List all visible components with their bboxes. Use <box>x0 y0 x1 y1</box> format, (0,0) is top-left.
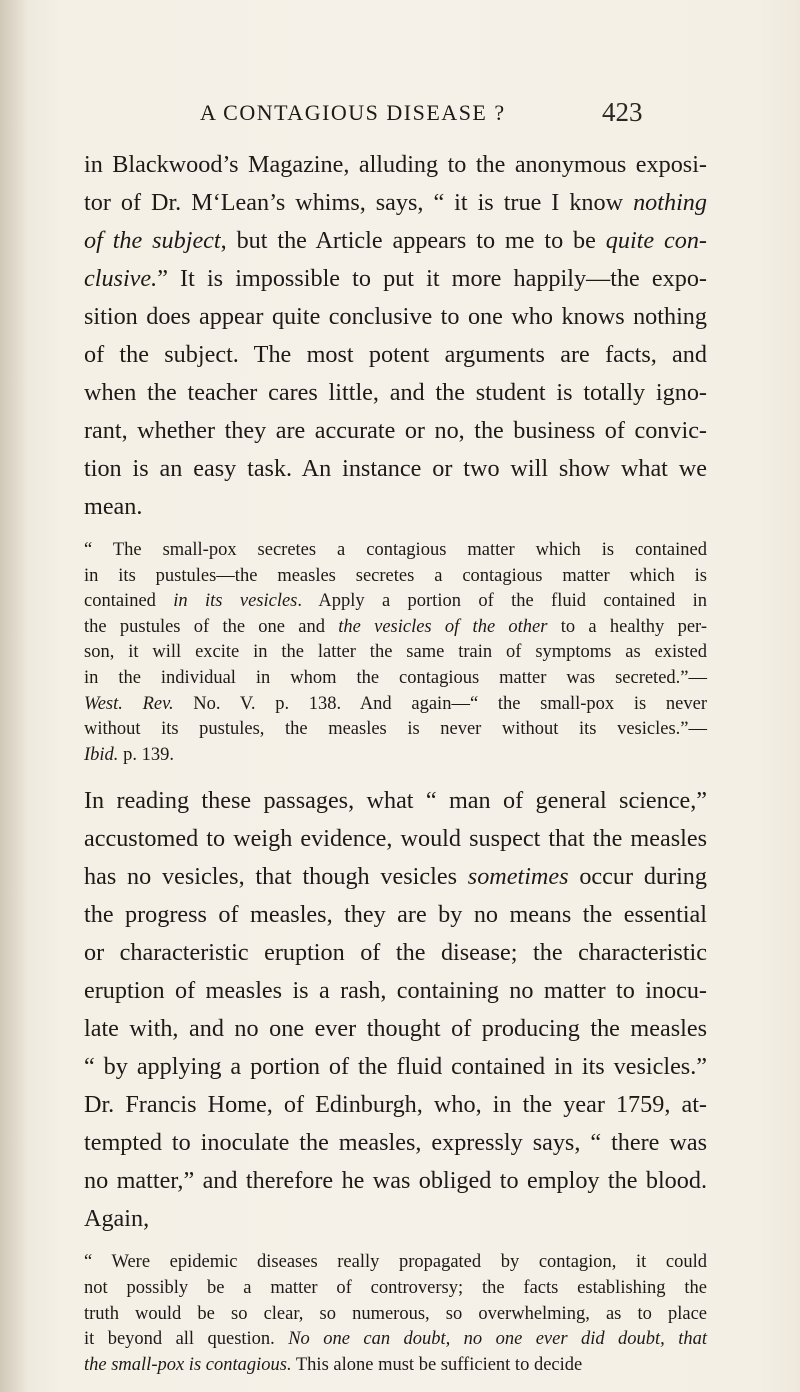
text-run: . Apply a portion of the fluid contained in <box>297 591 707 612</box>
text-line <box>84 589 707 615</box>
text-line <box>84 374 707 412</box>
text-line <box>84 820 707 858</box>
text-line <box>84 1353 707 1379</box>
text-run: truth would be so clear, so numerous, so overwhelming, as to place <box>84 1303 707 1324</box>
running-head: A CONTAGIOUS DISEASE ? <box>200 100 506 125</box>
text-line <box>84 146 707 184</box>
text-line <box>84 972 707 1010</box>
text-run: eruption of measles is a rash, containing no matter to inocu- <box>84 977 707 1005</box>
text-line <box>84 717 707 743</box>
text-run: in the individual in whom the contagious matter was secreted.”— <box>84 667 707 688</box>
text-line <box>84 412 707 450</box>
text-run: has no vesicles, that though vesicles <box>84 863 468 891</box>
text-run: No. V. p. 138. And again—“ the small-pox is never <box>173 693 707 714</box>
text-run: rant, whether they are accurate or no, the business of convic- <box>84 417 707 444</box>
text-run: “ The small-pox secretes a contagious matter which is contained <box>84 540 707 560</box>
text-run: occur during <box>568 863 707 891</box>
text-line <box>84 298 707 336</box>
text-run: “ by applying a portion of the fluid contained in its vesicles.” <box>84 1053 707 1081</box>
text-line <box>84 743 707 769</box>
text-run: In reading these passages, what “ man of general science,” <box>84 787 707 815</box>
text-line <box>84 1276 707 1302</box>
text-line <box>84 1302 707 1328</box>
text-run: mean. <box>84 493 143 520</box>
text-line <box>84 934 707 972</box>
text-run: tor of Dr. M‘Lean’s whims, says, “ it is true I know <box>84 189 634 216</box>
text-run: in its pustules—the measles secretes a contagious matter which is <box>84 565 707 586</box>
text-line <box>84 564 707 590</box>
text-run: the progress of measles, they are by no means the essential <box>84 901 707 929</box>
text-line <box>84 782 707 820</box>
italic-text: clusive. <box>84 265 158 292</box>
text-run: the pustules of the one and <box>84 616 339 637</box>
text-run: Dr. Francis Home, of Edinburgh, who, in the year 1759, at- <box>84 1091 707 1119</box>
text-run: son, it will excite in the latter the same train of symptoms as existed <box>84 642 707 663</box>
text-line <box>84 1086 707 1124</box>
text-run: tion is an easy task. An instance or two will show what we <box>84 455 707 482</box>
text-line <box>84 260 707 298</box>
text-run: it beyond all question. <box>84 1329 289 1350</box>
quotation-epidemic-diseases <box>84 1250 707 1378</box>
text-run: Again, <box>84 1205 150 1233</box>
page-number: 423 <box>602 97 643 127</box>
paragraph-2 <box>84 782 707 1238</box>
text-line <box>84 488 707 526</box>
quotation-westminster-review <box>84 538 707 768</box>
text-run: contained <box>84 591 174 612</box>
text-run: when the teacher cares little, and the student is totally igno- <box>84 379 707 406</box>
text-run: “ Were epidemic diseases really propagated by contagion, it could <box>84 1252 707 1273</box>
italic-text: West. Rev. <box>84 693 174 714</box>
text-run: ” It is impossible to put it more happily—the expo- <box>157 265 707 292</box>
text-line <box>84 1048 707 1086</box>
italic-text: No one can doubt, no one ever did doubt, that <box>288 1329 707 1350</box>
text-run: This alone must be sufficient to decide <box>291 1354 583 1375</box>
text-line <box>84 615 707 641</box>
italic-text: Ibid. <box>84 744 119 765</box>
text-line <box>84 692 707 718</box>
text-run: late with, and no one ever thought of producing the measles <box>84 1015 707 1043</box>
text-run: to a healthy per- <box>547 616 707 637</box>
text-line <box>84 222 707 260</box>
text-run: sition does appear quite conclusive to one who knows nothing <box>84 303 707 330</box>
italic-text: in its vesicles <box>173 591 298 612</box>
text-run: tempted to inoculate the measles, expressly says, “ there was <box>84 1129 707 1157</box>
text-line <box>84 640 707 666</box>
text-line <box>84 538 707 564</box>
italic-text: the small-pox is contagious. <box>84 1354 292 1375</box>
italic-text: nothing <box>633 189 707 216</box>
text-line <box>84 450 707 488</box>
text-line <box>84 1162 707 1200</box>
text-run: or characteristic eruption of the disease; the characteristic <box>84 939 707 967</box>
italic-text: sometimes <box>467 863 569 891</box>
italic-text: the vesicles of the other <box>338 616 548 637</box>
binding-shadow <box>0 0 28 1392</box>
text-run: of the subject. The most potent arguments are facts, and <box>84 341 707 368</box>
text-line <box>84 1327 707 1353</box>
text-line <box>84 1124 707 1162</box>
text-line <box>84 184 707 222</box>
text-run: no matter,” and therefore he was obliged to employ the blood. <box>84 1167 707 1195</box>
text-line <box>84 1250 707 1276</box>
text-line <box>84 336 707 374</box>
text-run: without its pustules, the measles is never without its vesicles.”— <box>84 719 707 740</box>
text-run: p. 139. <box>118 744 174 765</box>
text-line <box>84 1010 707 1048</box>
text-run: , but the Article appears to me to be <box>220 227 606 254</box>
text-run: in Blackwood’s Magazine, alluding to the anonymous exposi- <box>84 151 707 178</box>
text-run: not possibly be a matter of controversy; the facts establishing the <box>84 1277 707 1298</box>
text-line <box>84 1200 707 1238</box>
text-line <box>84 896 707 934</box>
text-run: accustomed to weigh evidence, would suspect that the measles <box>84 825 707 853</box>
italic-text: quite con- <box>605 227 707 254</box>
text-line <box>84 666 707 692</box>
italic-text: of the subject <box>84 227 221 254</box>
body-text <box>84 146 707 1378</box>
text-line <box>84 858 707 896</box>
paragraph-1 <box>84 146 707 526</box>
